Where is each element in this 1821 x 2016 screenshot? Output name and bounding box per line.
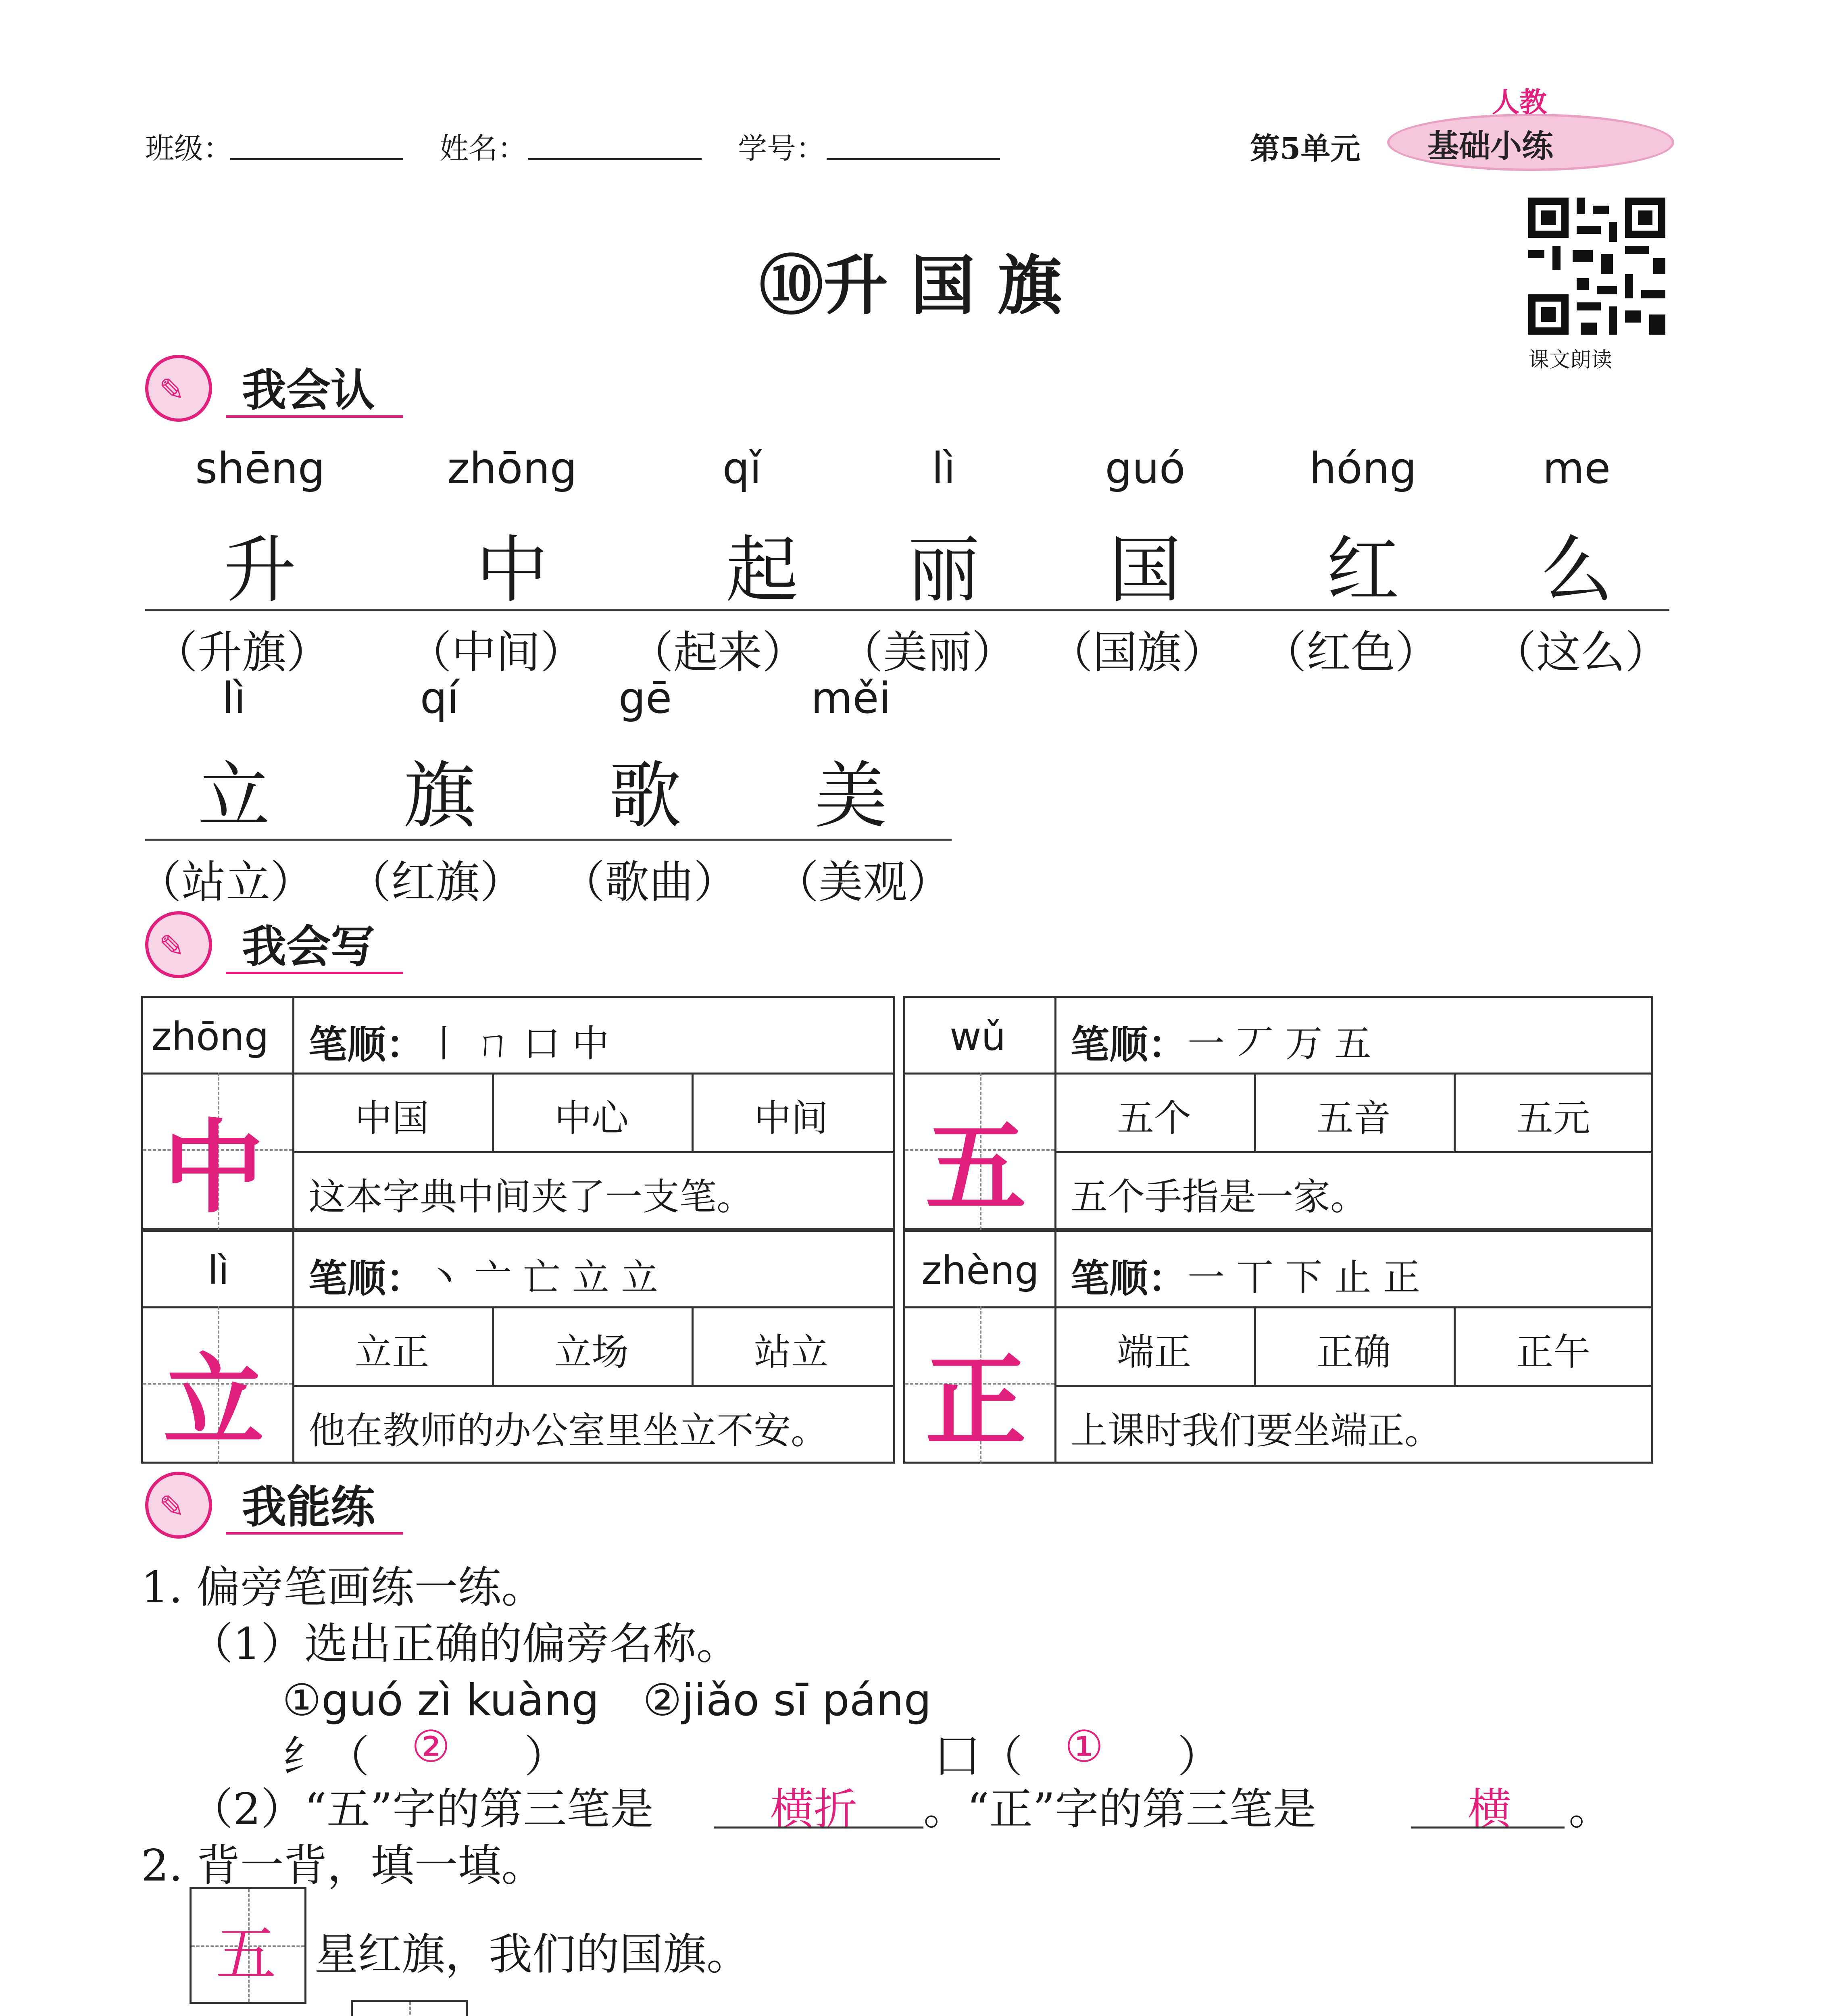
pinyin: guó xyxy=(1105,444,1186,493)
word: （美丽） xyxy=(839,627,1016,678)
stroke-label: 笔顺： xyxy=(1071,1256,1187,1301)
name-label: 姓名： xyxy=(440,131,527,165)
item-a-close: ） xyxy=(524,1732,568,1782)
pinyin: zhōng xyxy=(447,444,577,493)
vocab-word: 立正 xyxy=(355,1331,429,1374)
stroke-label: 笔顺： xyxy=(308,1022,425,1067)
word: （起来） xyxy=(629,627,806,678)
hanzi: 丽 xyxy=(907,528,980,612)
exercise-1-q2-end: 。 xyxy=(1569,1784,1613,1835)
card-pinyin: wǔ xyxy=(950,1014,1006,1059)
stroke-label: 笔顺： xyxy=(1071,1022,1187,1067)
hanzi: 美 xyxy=(814,754,887,838)
example-sentence: 他在教师的办公室里坐立不安。 xyxy=(308,1409,828,1452)
card-pinyin: zhèng xyxy=(921,1248,1040,1293)
qr-caption: 课文朗读 xyxy=(1528,348,1613,372)
exercise-1-title: 1. 偏旁笔画练一练。 xyxy=(141,1562,545,1613)
write-card-li xyxy=(141,1230,895,1464)
hanzi: 旗 xyxy=(403,754,476,838)
fill-answer: 五 xyxy=(216,1919,277,1989)
model-char: 五 xyxy=(925,1108,1026,1227)
model-char: 正 xyxy=(925,1342,1026,1460)
section-write-title: 我会写 xyxy=(242,921,375,973)
section-practice-title: 我能练 xyxy=(242,1481,375,1533)
series-badge-text: 基础小练 xyxy=(1427,128,1554,165)
answer-blank xyxy=(1411,1826,1565,1829)
section-underline xyxy=(226,972,403,974)
publisher-label: 人教 xyxy=(1492,86,1547,119)
q2-a-answer[interactable]: 横折 xyxy=(770,1784,858,1835)
pinyin: lì xyxy=(222,673,246,723)
fill-box[interactable] xyxy=(351,2000,468,2016)
vocab-word: 中国 xyxy=(355,1097,429,1140)
word: （国旗） xyxy=(1048,627,1226,678)
hanzi: 么 xyxy=(1540,528,1613,612)
section-icon: ✎ xyxy=(145,355,212,422)
vocab-word: 五元 xyxy=(1516,1097,1591,1140)
stroke-order: 丨 ㄇ 口 中 xyxy=(425,1022,609,1065)
section-underline xyxy=(226,415,403,418)
section-icon: ✎ xyxy=(145,1472,212,1539)
section-icon: ✎ xyxy=(145,911,212,978)
exercise-1-options: ①guó zì kuàng ②jiǎo sī páng xyxy=(282,1675,931,1726)
pinyin: lì xyxy=(931,444,956,493)
vocab-word: 中间 xyxy=(754,1097,829,1140)
vocab-word: 五音 xyxy=(1317,1097,1391,1140)
word: （中间） xyxy=(407,627,585,678)
exercise-1-q2-b: 。“正”字的第三笔是 xyxy=(923,1784,1317,1835)
vocab-word: 五个 xyxy=(1117,1097,1192,1140)
example-sentence: 上课时我们要坐端正。 xyxy=(1071,1409,1442,1452)
vocab-word: 正午 xyxy=(1516,1331,1591,1374)
write-card-wu xyxy=(903,996,1653,1230)
card-pinyin: zhōng xyxy=(151,1014,269,1059)
class-label: 班级： xyxy=(145,131,233,165)
exercise-1-q1: （1）选出正确的偏旁名称。 xyxy=(190,1619,740,1669)
word: （红色） xyxy=(1262,627,1440,678)
section-recognize-title: 我会认 xyxy=(242,364,375,416)
write-card-zhong xyxy=(141,996,895,1230)
number-label: 学号： xyxy=(738,131,825,165)
word: （红旗） xyxy=(347,856,524,908)
word: （升旗） xyxy=(153,627,331,678)
item-b-answer[interactable]: ① xyxy=(1065,1722,1104,1772)
model-char: 中 xyxy=(163,1108,264,1227)
word: （这么） xyxy=(1492,627,1669,678)
vocab-word: 中心 xyxy=(554,1097,629,1140)
hanzi: 立 xyxy=(197,754,270,838)
pinyin: me xyxy=(1542,444,1611,493)
word: （歌曲） xyxy=(560,856,738,908)
poem-line-1: 星红旗，我们的国旗。 xyxy=(315,1929,750,1980)
divider xyxy=(145,839,952,841)
example-sentence: 这本字典中间夹了一支笔。 xyxy=(308,1175,754,1218)
item-b-close: ） xyxy=(1177,1732,1221,1782)
card-pinyin: lì xyxy=(208,1248,229,1293)
pinyin: shēng xyxy=(195,444,325,493)
item-a-answer[interactable]: ② xyxy=(411,1722,450,1772)
exercise-2-title: 2. 背一背，填一填。 xyxy=(141,1841,545,1891)
divider xyxy=(145,609,1669,611)
stroke-order: 一 丆 万 五 xyxy=(1188,1022,1371,1065)
stroke-order: 丶 亠 亡 立 立 xyxy=(425,1256,658,1299)
pinyin: hóng xyxy=(1309,444,1417,493)
vocab-word: 站立 xyxy=(754,1331,829,1374)
vocab-word: 正确 xyxy=(1317,1331,1391,1374)
stroke-label: 笔顺： xyxy=(308,1256,425,1301)
pinyin: měi xyxy=(811,673,891,723)
page-title: ⑩升 国 旗 xyxy=(759,248,1062,323)
word: （站立） xyxy=(137,856,315,908)
stroke-order: 一 丅 下 止 正 xyxy=(1188,1256,1420,1299)
item-b-label: 囗（ xyxy=(936,1732,1023,1782)
write-card-zheng xyxy=(903,1230,1653,1464)
number-blank[interactable] xyxy=(827,158,1000,160)
name-blank[interactable] xyxy=(528,158,702,160)
example-sentence: 五个手指是一家。 xyxy=(1071,1175,1368,1218)
answer-blank xyxy=(714,1826,923,1829)
vocab-word: 端正 xyxy=(1117,1331,1192,1374)
q2-b-answer[interactable]: 横 xyxy=(1468,1784,1512,1835)
section-underline xyxy=(226,1532,403,1535)
hanzi: 红 xyxy=(1326,528,1399,612)
hanzi: 国 xyxy=(1108,528,1181,612)
hanzi: 起 xyxy=(725,528,798,612)
pinyin: gē xyxy=(618,673,672,723)
pinyin: qǐ xyxy=(722,444,762,493)
class-blank[interactable] xyxy=(230,158,403,160)
model-char: 立 xyxy=(163,1342,264,1460)
hanzi: 中 xyxy=(475,528,548,612)
unit-label: 第5单元 xyxy=(1250,131,1361,166)
pinyin: qí xyxy=(420,673,459,723)
vocab-word: 立场 xyxy=(554,1331,629,1374)
exercise-1-q2-a: （2）“五”字的第三笔是 xyxy=(190,1784,654,1835)
hanzi: 升 xyxy=(223,528,296,612)
item-a-label: 纟（ xyxy=(282,1732,370,1782)
fill-box[interactable] xyxy=(190,1887,306,2004)
word: （美观） xyxy=(774,856,952,908)
hanzi: 歌 xyxy=(608,754,681,838)
